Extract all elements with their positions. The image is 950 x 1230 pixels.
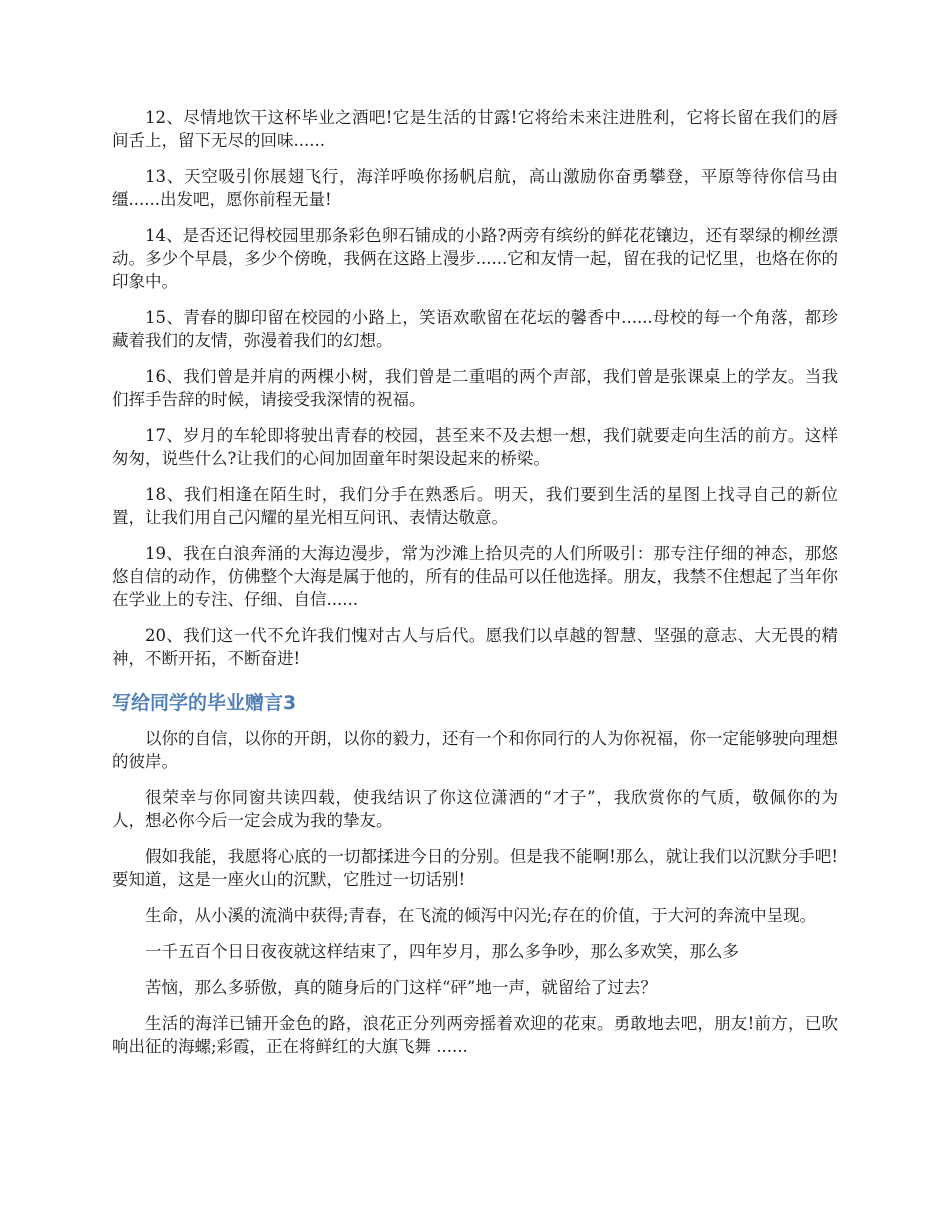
paragraph: 生活的海洋已铺开金色的路，浪花正分列两旁摇着欢迎的花束。勇敢地去吧，朋友!前方，已吹响出征的海螺;彩霞，正在将鲜红的大旗飞舞 ...... bbox=[112, 1014, 838, 1056]
list-item: 20、我们这一代不允许我们愧对古人与后代。愿我们以卓越的智慧、坚强的意志、大无畏的精神，不断开拓，不断奋进! bbox=[112, 626, 838, 668]
paragraph: 很荣幸与你同窗共读四载，使我结识了你这位潇洒的“才子”，我欣赏你的气质，敬佩你的为人，想必你今后一定会成为我的挚友。 bbox=[112, 788, 838, 830]
paragraph: 一千五百个日日夜夜就这样结束了，四年岁月，那么多争吵，那么多欢笑，那么多 bbox=[145, 942, 739, 961]
section-heading: 写给同学的毕业赠言3 bbox=[112, 692, 297, 714]
document-page bbox=[112, 106, 838, 1071]
list-item: 12、尽情地饮干这杯毕业之酒吧!它是生活的甘露!它将给未来注进胜利，它将长留在我们的唇间舌上，留下无尽的回味...... bbox=[112, 108, 838, 150]
list-item: 13、天空吸引你展翅飞行，海洋呼唤你扬帆启航，高山激励你奋勇攀登，平原等待你信马由缰......出发吧，愿你前程无量! bbox=[112, 167, 838, 209]
list-item: 18、我们相逢在陌生时，我们分手在熟悉后。明天，我们要到生活的星图上找寻自己的新位置，让我们用自己闪耀的星光相互问讯、表情达敬意。 bbox=[112, 485, 838, 527]
paragraph: 生命，从小溪的流淌中获得;青春，在飞流的倾泻中闪光;存在的价值，于大河的奔流中呈现。 bbox=[145, 906, 817, 925]
list-item: 14、是否还记得校园里那条彩色卵石铺成的小路?两旁有缤纷的鲜花花镶边，还有翠绿的柳丝漂动。多少个早晨，多少个傍晚，我俩在这路上漫步......它和友情一起，留在我的记忆里，也烙在你的印象中。 bbox=[112, 226, 838, 291]
list-item: 16、我们曾是并肩的两棵小树，我们曾是二重唱的两个声部，我们曾是张课桌上的学友。当我们挥手告辞的时候，请接受我深情的祝福。 bbox=[112, 367, 838, 409]
list-item: 15、青春的脚印留在校园的小路上，笑语欢歌留在花坛的馨香中......母校的每一个角落，都珍藏着我们的友情，弥漫着我们的幻想。 bbox=[112, 308, 838, 350]
paragraph: 苦恼，那么多骄傲，真的随身后的门这样“砰”地一声，就留给了过去？ bbox=[145, 978, 657, 997]
list-item: 17、岁月的车轮即将驶出青春的校园，甚至来不及去想一想，我们就要走向生活的前方。这样匆匆，说些什么?让我们的心间加固童年时架设起来的桥梁。 bbox=[112, 426, 838, 468]
list-item: 19、我在白浪奔涌的大海边漫步，常为沙滩上拾贝壳的人们所吸引：那专注仔细的神态，那悠悠自信的动作，仿佛整个大海是属于他的，所有的佳品可以任他选择。朋友，我禁不住想起了当年你在学业上的专注、仔细、自信...... bbox=[112, 544, 838, 609]
paragraph: 以你的自信，以你的开朗，以你的毅力，还有一个和你同行的人为你祝福，你一定能够驶向理想的彼岸。 bbox=[112, 729, 838, 771]
paragraph: 假如我能，我愿将心底的一切都揉进今日的分别。但是我不能啊!那么，就让我们以沉默分手吧!要知道，这是一座火山的沉默，它胜过一切话别! bbox=[112, 847, 838, 889]
